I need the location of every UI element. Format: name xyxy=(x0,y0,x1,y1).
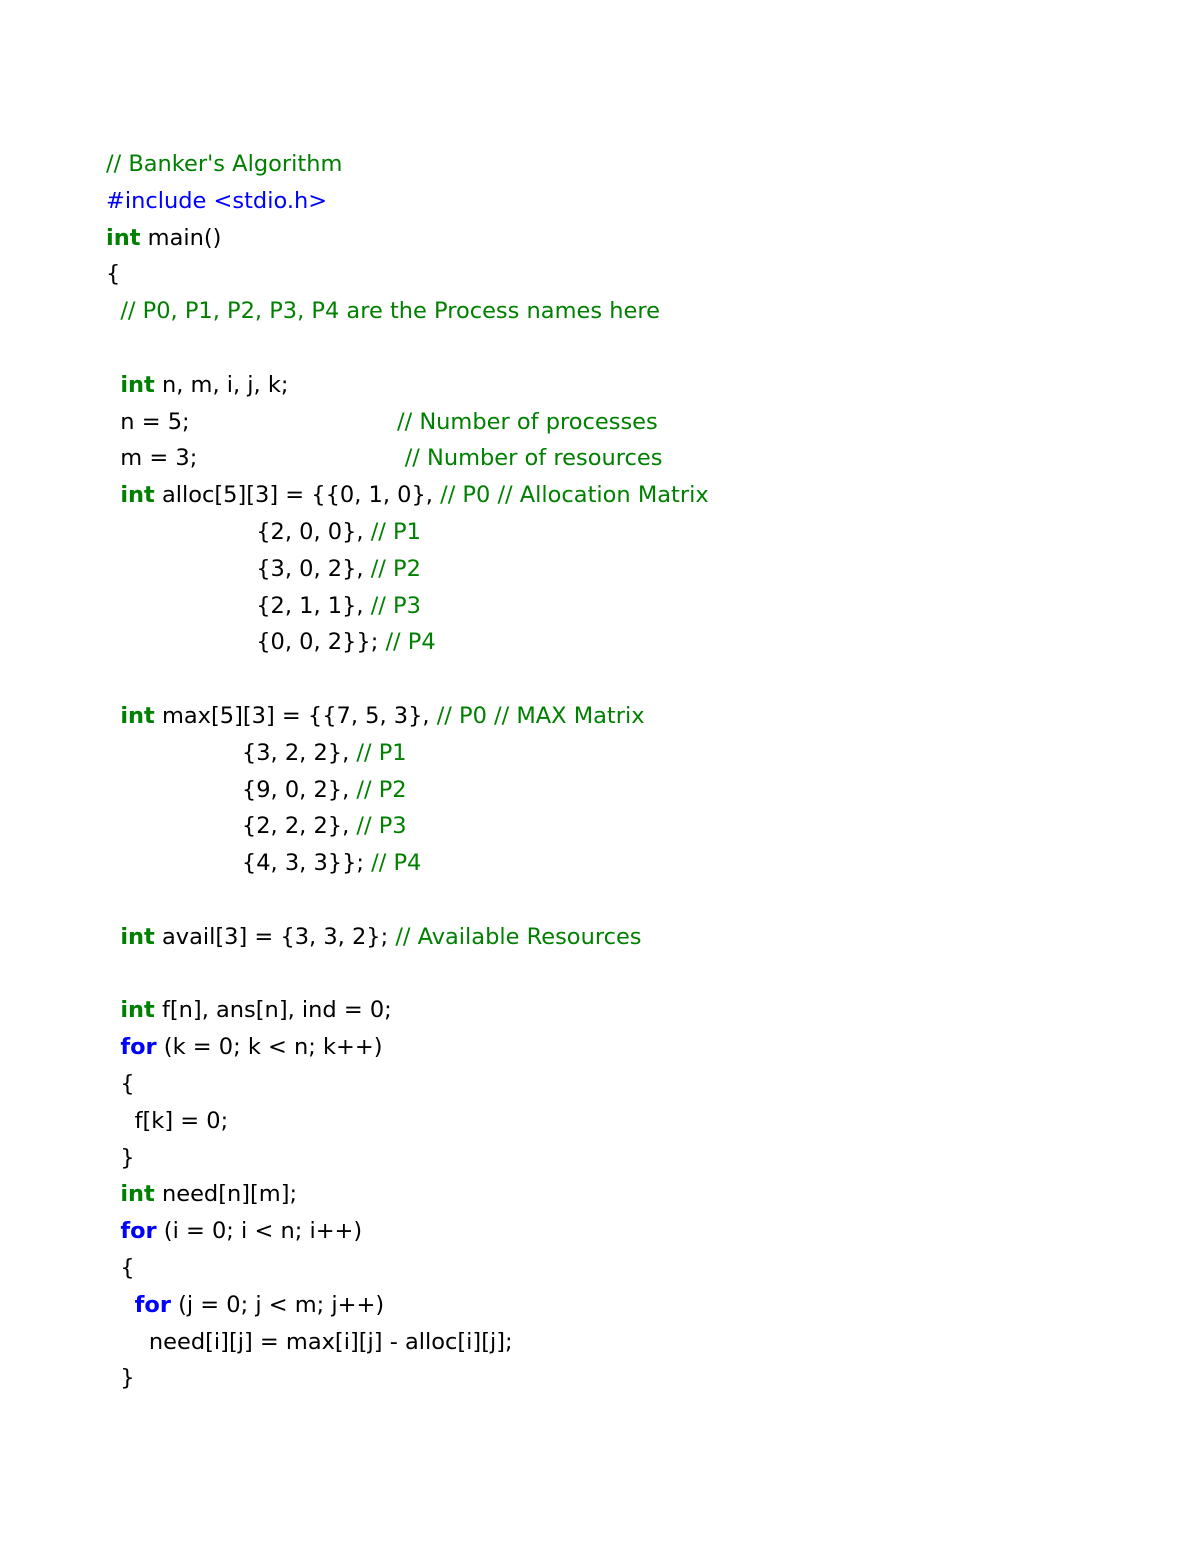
code-text: {2, 2, 2}, xyxy=(106,813,357,840)
comment: // Banker's Algorithm xyxy=(106,151,343,177)
code-text: {2, 1, 1}, xyxy=(106,592,371,619)
keyword-for: for xyxy=(120,1034,157,1061)
code-line xyxy=(106,1029,1146,1066)
code-text: {0, 0, 2}}; xyxy=(106,629,386,656)
code-line xyxy=(106,772,1146,809)
code-text: main() xyxy=(140,224,222,251)
code-text: { xyxy=(106,261,121,288)
code-line xyxy=(106,735,1146,772)
keyword-int: int xyxy=(120,702,155,729)
keyword-int: int xyxy=(120,997,155,1024)
code-text xyxy=(106,372,120,398)
code-line xyxy=(106,845,1146,882)
code-text xyxy=(106,1181,120,1207)
code-line xyxy=(106,220,1146,257)
code-line xyxy=(106,367,1146,404)
code-line xyxy=(106,882,1146,919)
comment: // P1 xyxy=(356,739,407,766)
code-text: (i = 0; i < n; i++) xyxy=(156,1218,363,1245)
code-text: (j = 0; j < m; j++) xyxy=(170,1291,385,1318)
code-line xyxy=(106,256,1146,293)
code-line xyxy=(106,330,1146,367)
comment: // Number of resources xyxy=(404,445,663,472)
code-text: {2, 0, 0}, xyxy=(106,518,371,545)
comment: // P2 xyxy=(370,555,421,582)
code-text xyxy=(106,924,120,950)
code-text: { xyxy=(106,1070,135,1097)
code-text: f[k] = 0; xyxy=(106,1107,229,1134)
keyword-int: int xyxy=(120,923,155,950)
code-line xyxy=(106,1066,1146,1103)
code-line xyxy=(106,588,1146,625)
code-text: n = 5; xyxy=(106,408,398,435)
code-text xyxy=(106,1034,120,1060)
keyword-for: for xyxy=(134,1291,171,1318)
code-line xyxy=(106,183,1146,220)
keyword-for: for xyxy=(120,1218,157,1245)
comment: // P0 // Allocation Matrix xyxy=(440,482,709,509)
code-text xyxy=(106,482,120,508)
comment: // P3 xyxy=(370,592,421,619)
comment: // P1 xyxy=(370,518,421,545)
code-line xyxy=(106,1176,1146,1213)
code-text xyxy=(106,703,120,729)
preprocessor-directive: #include <stdio.h> xyxy=(106,187,328,214)
keyword-int: int xyxy=(120,1181,155,1208)
code-line xyxy=(106,1213,1146,1250)
code-text: } xyxy=(106,1365,135,1392)
code-text: { xyxy=(106,1254,135,1281)
code-text: alloc[5][3] = {{0, 1, 0}, xyxy=(154,482,441,509)
code-text: (k = 0; k < n; k++) xyxy=(156,1034,383,1061)
code-line xyxy=(106,293,1146,330)
code-text: f[n], ans[n], ind = 0; xyxy=(154,997,392,1024)
code-line xyxy=(106,440,1146,477)
comment: // Available Resources xyxy=(395,923,642,950)
code-text: {3, 2, 2}, xyxy=(106,739,357,766)
code-text xyxy=(106,1292,135,1318)
code-text: {9, 0, 2}, xyxy=(106,776,357,803)
code-line xyxy=(106,404,1146,441)
code-text: need[n][m]; xyxy=(154,1181,298,1208)
code-text xyxy=(106,1218,120,1244)
code-line xyxy=(106,1103,1146,1140)
comment: // P4 xyxy=(385,629,436,656)
code-line xyxy=(106,1287,1146,1324)
comment: // P2 xyxy=(356,776,407,803)
code-text: m = 3; xyxy=(106,445,405,472)
code-line xyxy=(106,808,1146,845)
comment: // P0, P1, P2, P3, P4 are the Process names here xyxy=(120,298,660,325)
code-line xyxy=(106,1250,1146,1287)
code-line xyxy=(106,514,1146,551)
code-text: avail[3] = {3, 3, 2}; xyxy=(154,923,396,950)
code-text: {3, 0, 2}, xyxy=(106,555,371,582)
code-listing xyxy=(106,146,1146,1397)
comment: // P4 xyxy=(371,850,422,877)
code-line xyxy=(106,698,1146,735)
code-text: } xyxy=(106,1144,135,1171)
keyword-int: int xyxy=(120,371,155,398)
code-line xyxy=(106,477,1146,514)
code-text xyxy=(106,298,120,324)
code-line xyxy=(106,146,1146,183)
code-text: max[5][3] = {{7, 5, 3}, xyxy=(154,702,437,729)
code-line xyxy=(106,551,1146,588)
code-text: {4, 3, 3}}; xyxy=(106,850,372,877)
code-line xyxy=(106,1324,1146,1361)
code-text: need[i][j] = max[i][j] - alloc[i][j]; xyxy=(106,1328,513,1355)
keyword-int: int xyxy=(120,482,155,509)
code-text: n, m, i, j, k; xyxy=(154,371,289,398)
code-line xyxy=(106,992,1146,1029)
keyword-int: int xyxy=(106,224,141,251)
code-line xyxy=(106,1360,1146,1397)
code-line xyxy=(106,1140,1146,1177)
comment: // P3 xyxy=(356,813,407,840)
code-line xyxy=(106,661,1146,698)
comment: // Number of processes xyxy=(397,408,658,435)
comment: // P0 // MAX Matrix xyxy=(436,702,645,729)
code-line xyxy=(106,624,1146,661)
code-line xyxy=(106,919,1146,956)
code-line xyxy=(106,956,1146,993)
code-text xyxy=(106,997,120,1023)
